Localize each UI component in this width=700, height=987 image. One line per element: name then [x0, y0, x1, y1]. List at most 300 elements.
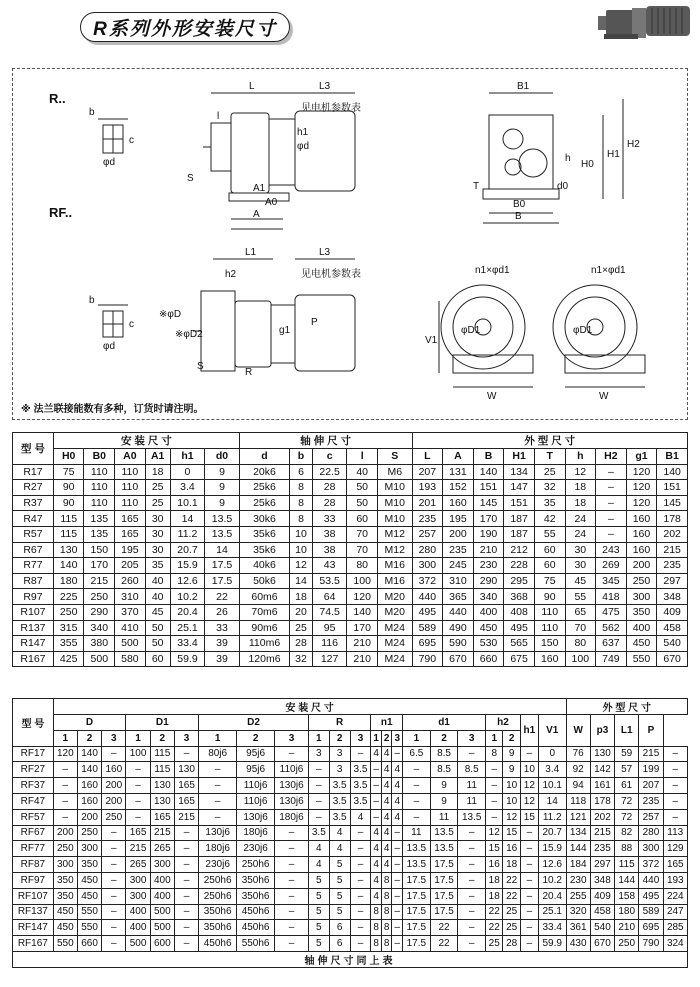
table-cell: 170: [347, 620, 378, 636]
table-cell: 589: [412, 620, 443, 636]
table-cell: 540: [590, 920, 614, 936]
table-cell: 14: [538, 793, 566, 809]
table-cell: 170: [473, 511, 504, 527]
table-cell: –: [663, 809, 687, 825]
table-cell: 115: [53, 511, 84, 527]
table-cell: 142: [590, 762, 614, 778]
table-cell: –: [596, 495, 627, 511]
table-row: [13, 526, 688, 542]
table-cell: 9: [430, 793, 458, 809]
table-cell: 495: [412, 604, 443, 620]
table-cell: 120: [626, 464, 657, 480]
table-row: [13, 746, 688, 762]
table-cell: 15.9: [538, 841, 566, 857]
table-cell: 250: [77, 825, 101, 841]
model-cell: R67: [13, 542, 54, 558]
column-header: H2: [596, 449, 627, 465]
table-cell: 265: [150, 841, 174, 857]
table-cell: –: [350, 936, 371, 952]
table-cell: 11: [403, 825, 431, 841]
table-cell: –: [126, 778, 150, 794]
model-cell: R97: [13, 589, 54, 605]
table-cell: 25: [534, 464, 565, 480]
table-cell: 45: [565, 573, 596, 589]
table-row: [13, 464, 688, 480]
model-cell: R27: [13, 480, 54, 496]
column-header: H0: [53, 449, 84, 465]
table-row: [13, 809, 688, 825]
table-cell: 400: [126, 904, 150, 920]
dim-bb: B: [515, 211, 522, 222]
table-cell: 562: [596, 620, 627, 636]
sub-column-header: 3: [275, 730, 309, 746]
table-cell: 8.5: [430, 762, 458, 778]
table-cell: –: [371, 793, 382, 809]
table-cell: 120: [626, 495, 657, 511]
table-cell: 22: [430, 920, 458, 936]
column-header: T: [534, 449, 565, 465]
table-cell: 350h6: [237, 888, 275, 904]
table-cell: –: [102, 825, 126, 841]
table-cell: 10.2: [170, 589, 205, 605]
table-cell: –: [596, 480, 627, 496]
table-cell: 245: [443, 558, 474, 574]
table-cell: 500: [150, 904, 174, 920]
table-cell: 14: [205, 542, 240, 558]
dim-l-small: l: [217, 111, 220, 122]
table-cell: 145: [657, 495, 688, 511]
table-cell: –: [102, 920, 126, 936]
table-cell: 350: [77, 857, 101, 873]
table-cell: 265: [126, 857, 150, 873]
table-cell: 92: [566, 762, 590, 778]
table-cell: 24: [565, 511, 596, 527]
table-cell: 160: [77, 778, 101, 794]
table-cell: 8.5: [458, 762, 486, 778]
table-cell: 200: [102, 793, 126, 809]
table-row: [13, 936, 688, 952]
table-cell: 100: [565, 651, 596, 667]
table-cell: 440: [443, 604, 474, 620]
table-cell: 22: [486, 920, 503, 936]
column-header: A1: [145, 449, 170, 465]
table-cell: 35k6: [239, 526, 289, 542]
model-cell: R107: [13, 604, 54, 620]
table-cell: 110: [115, 480, 146, 496]
table-cell: 17.5: [205, 573, 240, 589]
table-cell: 53.5: [312, 573, 347, 589]
table-cell: 10.1: [170, 495, 205, 511]
table-cell: –: [458, 825, 486, 841]
table-cell: M10: [377, 511, 412, 527]
table-cell: 95j6: [237, 746, 275, 762]
table-cell: 370: [115, 604, 146, 620]
table-cell: 250: [615, 936, 639, 952]
table-cell: 4: [381, 762, 392, 778]
table-cell: 195: [443, 511, 474, 527]
table-cell: 160: [534, 651, 565, 667]
table-cell: –: [403, 778, 431, 794]
table-cell: 18: [290, 589, 313, 605]
table-cell: –: [199, 793, 237, 809]
table-cell: –: [596, 464, 627, 480]
table-cell: 25: [486, 936, 503, 952]
table-cell: 60: [534, 542, 565, 558]
table-cell: 230j6: [237, 841, 275, 857]
table-cell: 540: [657, 636, 688, 652]
table-cell: 115: [150, 746, 174, 762]
table-cell: 110j6: [275, 762, 309, 778]
column-header: d0: [205, 449, 240, 465]
model-cell: RF47: [13, 793, 54, 809]
table-cell: 17.5: [430, 857, 458, 873]
table-cell: 57: [615, 762, 639, 778]
table-cell: 224: [663, 888, 687, 904]
table-cell: 10: [520, 762, 538, 778]
table-cell: 28: [312, 480, 347, 496]
dim-D2: ※φD2: [175, 329, 203, 340]
table-cell: 110: [534, 620, 565, 636]
table-cell: 25: [503, 904, 520, 920]
table-cell: 100: [126, 746, 150, 762]
column-header: A0: [115, 449, 146, 465]
dim-W-b: W: [599, 391, 609, 402]
table-cell: 17.5: [403, 936, 431, 952]
table-cell: 8: [381, 904, 392, 920]
table-cell: 15: [520, 809, 538, 825]
table-cell: 33: [205, 620, 240, 636]
table-cell: 250h6: [237, 857, 275, 873]
sub-column-header: 3: [458, 730, 486, 746]
table-cell: 90: [534, 589, 565, 605]
table-cell: 10: [290, 526, 313, 542]
table-cell: 500: [84, 651, 115, 667]
table-cell: –: [275, 746, 309, 762]
table-cell: 269: [596, 558, 627, 574]
sub-column-header: 3: [102, 730, 126, 746]
table-cell: 4: [392, 793, 403, 809]
table-cell: 120: [53, 746, 77, 762]
table-cell: M20: [377, 589, 412, 605]
group-outline: 外 型 尺 寸: [412, 433, 687, 449]
table-cell: 25.1: [538, 904, 566, 920]
table-cell: –: [275, 825, 309, 841]
model-cell: RF87: [13, 857, 54, 873]
table-cell: 72: [615, 809, 639, 825]
table-cell: 45: [145, 604, 170, 620]
table-cell: 500: [126, 936, 150, 952]
table-cell: 255: [566, 888, 590, 904]
sub-group-header: D: [53, 715, 126, 731]
table-cell: 16: [503, 841, 520, 857]
model-cell: R37: [13, 495, 54, 511]
table-cell: 425: [53, 651, 84, 667]
table-cell: 12: [290, 558, 313, 574]
table-cell: 230j6: [199, 857, 237, 873]
table-cell: 110j6: [237, 778, 275, 794]
table-cell: 50: [347, 480, 378, 496]
table-row: [13, 778, 688, 794]
table-cell: 76: [566, 746, 590, 762]
table-cell: –: [458, 872, 486, 888]
dim-n1d1-b: n1×φd1: [591, 265, 626, 276]
table-cell: 59: [615, 746, 639, 762]
table-cell: 13.5: [403, 857, 431, 873]
table-cell: 17.5: [430, 904, 458, 920]
table-cell: 210: [615, 920, 639, 936]
dim-h2: H2: [627, 139, 640, 150]
group-shaft: 轴 伸 尺 寸: [239, 433, 412, 449]
table-cell: 28: [503, 936, 520, 952]
table-cell: 300: [150, 857, 174, 873]
table-cell: 40k6: [239, 558, 289, 574]
table-cell: 440: [412, 589, 443, 605]
dim-b: b: [89, 107, 95, 118]
table-cell: 409: [657, 604, 688, 620]
table-cell: 9: [205, 495, 240, 511]
column-header: h1: [520, 715, 538, 747]
table-cell: 12: [520, 793, 538, 809]
table-footer: 轴伸尺寸同上表: [13, 951, 688, 967]
table-cell: 418: [596, 589, 627, 605]
table-cell: 135: [84, 511, 115, 527]
table-cell: –: [458, 904, 486, 920]
table-cell: 210: [473, 542, 504, 558]
table-cell: 4: [371, 746, 382, 762]
table-cell: 30k6: [239, 511, 289, 527]
table-cell: –: [308, 778, 329, 794]
sub-column-header: 1: [371, 730, 382, 746]
table-cell: 250: [626, 573, 657, 589]
dim-R: R: [245, 367, 253, 378]
table-cell: 60: [534, 558, 565, 574]
motor-table-ref: 见电机参数表: [301, 103, 361, 114]
dim-t: T: [473, 181, 480, 192]
table-cell: 235: [412, 511, 443, 527]
sub-column-header: 2: [503, 730, 520, 746]
sub-column-header: 3: [174, 730, 198, 746]
column-header: H1: [504, 449, 535, 465]
table-cell: 26: [205, 604, 240, 620]
sub-group-header: n1: [371, 715, 403, 731]
table-cell: 4: [392, 778, 403, 794]
table-cell: 160: [626, 511, 657, 527]
table-cell: 361: [566, 920, 590, 936]
table-cell: 372: [412, 573, 443, 589]
motor-table-ref-rf: 见电机参数表: [301, 269, 361, 280]
table-cell: 25: [503, 920, 520, 936]
table-cell: 9: [205, 464, 240, 480]
table-cell: –: [308, 762, 329, 778]
table-cell: 184: [566, 857, 590, 873]
table-cell: 790: [639, 936, 663, 952]
table-cell: 22: [205, 589, 240, 605]
table-cell: 60: [347, 511, 378, 527]
table-cell: 18: [565, 480, 596, 496]
table-cell: –: [520, 857, 538, 873]
label-r: R..: [49, 91, 66, 106]
table-cell: 28: [312, 495, 347, 511]
table-cell: –: [520, 936, 538, 952]
table-cell: 120: [347, 589, 378, 605]
table-cell: 140: [657, 464, 688, 480]
table-cell: 790: [412, 651, 443, 667]
table-cell: 5: [308, 888, 329, 904]
table-cell: 15.9: [170, 558, 205, 574]
table-cell: 12: [503, 809, 520, 825]
table-cell: 75: [53, 464, 84, 480]
table-cell: 110: [84, 480, 115, 496]
table-cell: –: [275, 936, 309, 952]
sub-group-header: d1: [403, 715, 486, 731]
table-cell: –: [520, 825, 538, 841]
table-cell: 70: [565, 620, 596, 636]
table-cell: –: [174, 746, 198, 762]
table-cell: 590: [443, 636, 474, 652]
sub-group-header: h2: [486, 715, 521, 731]
table-row: [13, 793, 688, 809]
table-cell: –: [174, 872, 198, 888]
table-cell: –: [403, 793, 431, 809]
table-cell: 202: [590, 809, 614, 825]
table-cell: –: [486, 778, 503, 794]
table-cell: 3.5: [350, 778, 371, 794]
table-cell: 50: [145, 620, 170, 636]
table-row: [13, 558, 688, 574]
table-cell: 130: [174, 762, 198, 778]
table-cell: 4: [350, 809, 371, 825]
table-cell: 8: [486, 746, 503, 762]
table-cell: M24: [377, 636, 412, 652]
table-cell: 12.6: [170, 573, 205, 589]
rf-series-table: [12, 698, 688, 968]
table-cell: 35: [534, 495, 565, 511]
dim-g1: g1: [279, 325, 291, 336]
table-cell: 8: [381, 920, 392, 936]
table-cell: 129: [663, 841, 687, 857]
table-cell: 550: [77, 904, 101, 920]
table-cell: –: [520, 904, 538, 920]
table-cell: –: [520, 841, 538, 857]
model-cell: RF17: [13, 746, 54, 762]
table-cell: 365: [443, 589, 474, 605]
table-cell: 4: [308, 857, 329, 873]
table-cell: 5: [308, 936, 329, 952]
column-header: l: [347, 449, 378, 465]
column-header: L: [412, 449, 443, 465]
table-row: [13, 888, 688, 904]
table-cell: 70: [347, 542, 378, 558]
model-cell: RF77: [13, 841, 54, 857]
column-header: B0: [84, 449, 115, 465]
table-cell: 495: [639, 888, 663, 904]
table-cell: 350h6: [237, 872, 275, 888]
model-cell: R47: [13, 511, 54, 527]
table-cell: 20.7: [170, 542, 205, 558]
table-cell: 115: [53, 526, 84, 542]
table-cell: M24: [377, 620, 412, 636]
table-cell: 20.4: [538, 888, 566, 904]
table-cell: 340: [84, 620, 115, 636]
table-cell: 165: [115, 526, 146, 542]
model-cell: RF137: [13, 904, 54, 920]
table-cell: 565: [504, 636, 535, 652]
table-cell: 147: [504, 480, 535, 496]
table-cell: 32: [534, 480, 565, 496]
sub-column-header: 3: [392, 730, 403, 746]
table-cell: 13.5: [430, 841, 458, 857]
table-cell: 530: [473, 636, 504, 652]
table-cell: 215: [590, 825, 614, 841]
sub-group-header: D1: [126, 715, 199, 731]
table-cell: 0: [538, 746, 566, 762]
table-cell: 235: [639, 793, 663, 809]
table-cell: 35k6: [239, 542, 289, 558]
dim-c-rf: c: [129, 319, 134, 330]
table-cell: 140: [53, 558, 84, 574]
table-cell: 22: [430, 936, 458, 952]
table-cell: 450: [473, 620, 504, 636]
table-cell: 4: [381, 778, 392, 794]
table-cell: 3.5: [350, 793, 371, 809]
table-cell: 297: [590, 857, 614, 873]
table-cell: 127: [312, 651, 347, 667]
sub-column-header: 2: [329, 730, 350, 746]
column-header: S: [377, 449, 412, 465]
table-cell: 450h6: [199, 936, 237, 952]
table-cell: –: [102, 841, 126, 857]
table-cell: –: [174, 841, 198, 857]
table-cell: 4: [371, 888, 382, 904]
model-cell: R137: [13, 620, 54, 636]
table-cell: M6: [377, 464, 412, 480]
table-cell: 13.5: [205, 526, 240, 542]
column-header: c: [312, 449, 347, 465]
table-cell: 450: [77, 888, 101, 904]
table-cell: 64: [312, 589, 347, 605]
table-cell: 324: [663, 936, 687, 952]
table-cell: 74.5: [312, 604, 347, 620]
table-cell: –: [520, 872, 538, 888]
table-cell: 350: [626, 604, 657, 620]
table-cell: –: [350, 872, 371, 888]
table-cell: 749: [596, 651, 627, 667]
table-cell: 210: [347, 636, 378, 652]
table-cell: 134: [566, 825, 590, 841]
table-cell: 8: [381, 936, 392, 952]
table-cell: 430: [566, 936, 590, 952]
table-cell: 178: [657, 511, 688, 527]
table-cell: 30: [145, 511, 170, 527]
table-cell: –: [371, 762, 382, 778]
table-cell: 250: [53, 604, 84, 620]
table-cell: 144: [615, 872, 639, 888]
sub-column-header: 1: [199, 730, 237, 746]
table-row: [13, 841, 688, 857]
table-cell: 38: [312, 526, 347, 542]
table-cell: 20k6: [239, 464, 289, 480]
table-cell: 95: [312, 620, 347, 636]
table-cell: 500: [115, 636, 146, 652]
table-cell: 80j6: [199, 746, 237, 762]
column-header: d: [239, 449, 289, 465]
table-cell: 215: [150, 825, 174, 841]
model-cell: RF147: [13, 920, 54, 936]
table-cell: 65: [565, 604, 596, 620]
table-cell: 61: [615, 778, 639, 794]
dim-b-rf: b: [89, 295, 95, 306]
table-cell: 5: [308, 904, 329, 920]
